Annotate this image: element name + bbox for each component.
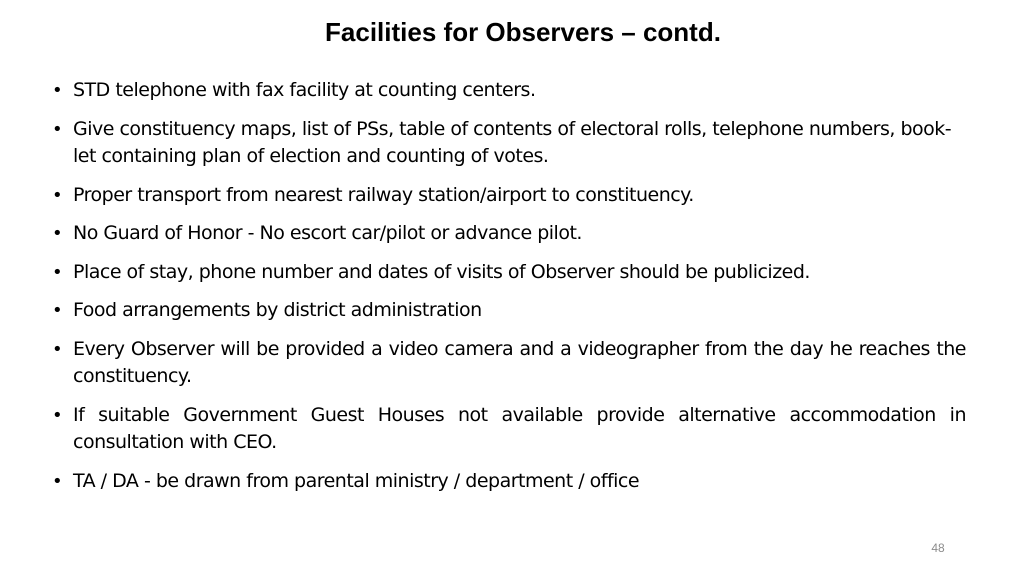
bullet-item: • Food arrangements by district administration [73, 297, 966, 325]
bullet-item: • Place of stay, phone number and dates of visits of Observer should be publicized. [73, 259, 966, 287]
bullet-item: • STD telephone with fax facility at counting centers. [73, 77, 966, 105]
bullet-item: • If suitable Government Guest Houses not available provide alternative accommodation in consultation with CEO. [73, 402, 966, 457]
bullet-list [73, 77, 966, 506]
bullet-item: • No Guard of Honor - No escort car/pilot or advance pilot. [73, 220, 966, 248]
bullet-item: • Every Observer will be provided a video camera and a videographer from the day he reaches the constituency. [73, 336, 966, 391]
bullet-item: • TA / DA - be drawn from parental ministry / department / office [73, 468, 966, 496]
slide-title: Facilities for Observers – contd. [325, 17, 721, 47]
bullet-item: • Give constituency maps, list of PSs, table of contents of electoral rolls, telephone numbers, book-let containing plan of election and counting of votes. [73, 116, 966, 171]
bullet-item: • Proper transport from nearest railway station/airport to constituency. [73, 182, 966, 210]
page-number: 48 [931, 541, 945, 555]
